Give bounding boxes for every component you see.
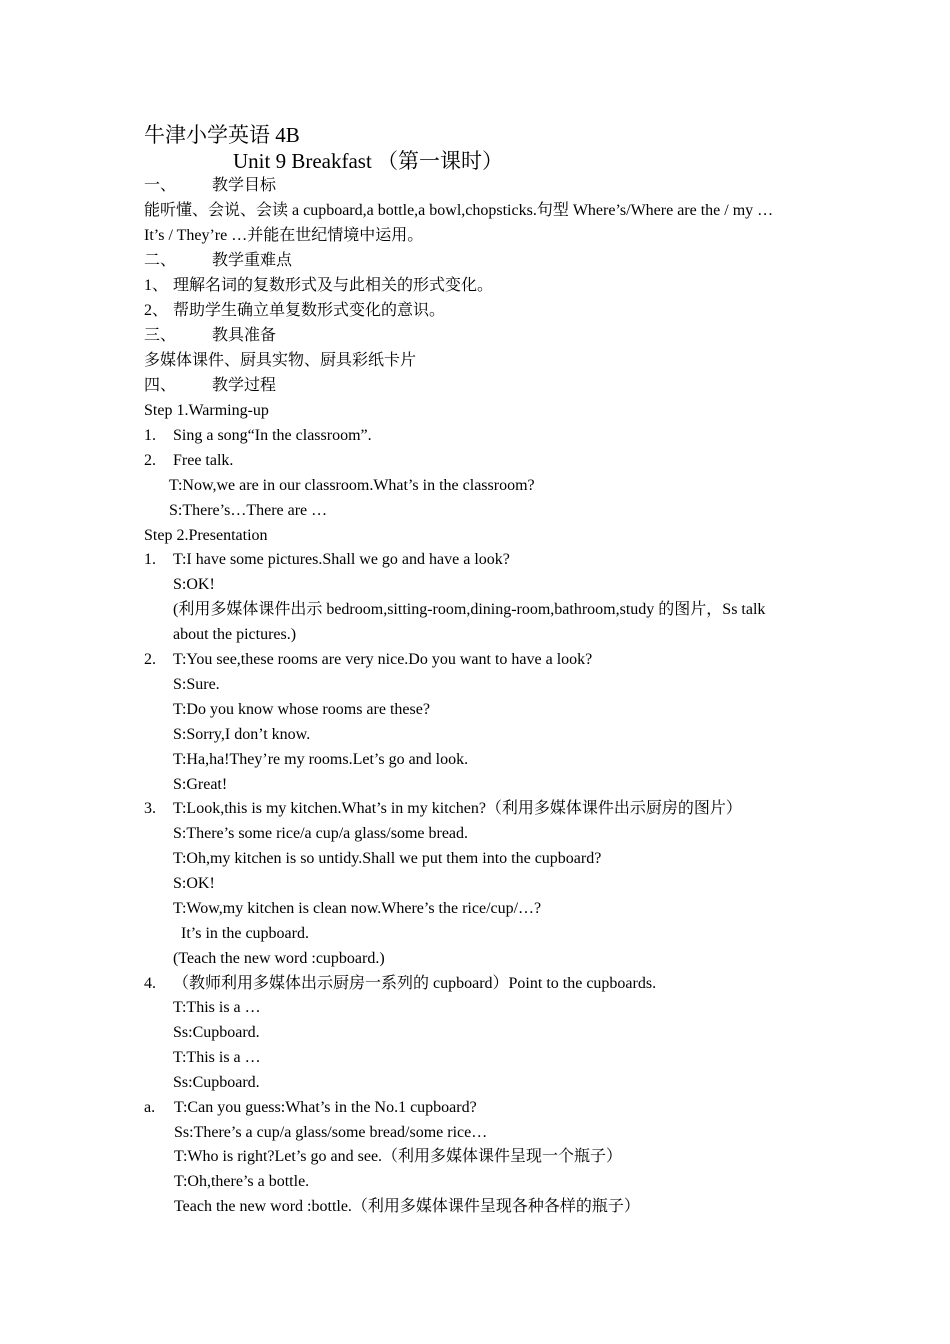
list-text: T:Look,this is my kitchen.What’s in my kitchen?（利用多媒体课件出示厨房的图片） (173, 800, 742, 817)
section-heading-materials (144, 325, 276, 347)
list-number: 2. (144, 452, 156, 469)
goal-text: 能听懂、会说、会读 a cupboard,a bottle,a bowl,chopsticks.句型 Where’s/Where are the / my … (144, 202, 774, 219)
section-heading-goals (144, 175, 276, 197)
dialogue-line: T:This is a … (173, 999, 261, 1016)
dialogue-line: S:Great! (173, 776, 228, 793)
list-item (144, 450, 233, 472)
dialogue-line: T:Do you know whose rooms are these? (173, 701, 430, 718)
dialogue-line: S:OK! (173, 576, 215, 593)
section-heading-key-points (144, 250, 292, 272)
materials-text: 多媒体课件、厨具实物、厨具彩纸卡片 (144, 352, 417, 369)
dialogue-line: Ss:Cupboard. (173, 1024, 260, 1041)
dialogue-line: Teach the new word :bottle.（利用多媒体课件呈现各种各样的瓶子） (174, 1198, 640, 1215)
dialogue-line: S:There’s some rice/a cup/a glass/some bread. (173, 825, 469, 842)
list-text: T:I have some pictures.Shall we go and have a look? (173, 551, 510, 568)
document-title: 牛津小学英语 4B (144, 123, 300, 147)
dialogue-line: T:Oh,there’s a bottle. (174, 1173, 310, 1190)
list-number: 1、 (144, 277, 169, 294)
dialogue-line: about the pictures.) (173, 626, 297, 643)
list-item (144, 1097, 477, 1119)
dialogue-line: T:This is a … (173, 1049, 261, 1066)
section-heading-process (144, 375, 276, 397)
list-text: Sing a song“In the classroom”. (173, 427, 372, 444)
list-text: T:You see,these rooms are very nice.Do you want to have a look? (173, 651, 593, 668)
list-item (144, 649, 592, 671)
dialogue-line: T:Wow,my kitchen is clean now.Where’s the rice/cup/…? (173, 900, 542, 917)
list-text: T:Can you guess:What’s in the No.1 cupboard? (174, 1099, 477, 1116)
dialogue-line: T:Now,we are in our classroom.What’s in the classroom? (169, 477, 535, 494)
list-number: 3. (144, 800, 156, 817)
goal-text: It’s / They’re …并能在世纪情境中运用。 (144, 227, 424, 244)
list-number: a. (144, 1099, 156, 1116)
section-number: 四、 (144, 377, 177, 394)
dialogue-line: S:Sure. (173, 676, 220, 693)
dialogue-line: S:OK! (173, 875, 215, 892)
dialogue-line: (Teach the new word :cupboard.) (173, 950, 385, 967)
list-text: （教师利用多媒体出示厨房一系列的 cupboard）Point to the cupboards. (173, 975, 657, 992)
section-number: 二、 (144, 252, 177, 269)
list-number: 1. (144, 551, 156, 568)
dialogue-line: S:There’s…There are … (169, 502, 328, 519)
list-number: 1. (144, 427, 156, 444)
list-item (144, 275, 493, 297)
section-title: 教学过程 (212, 377, 277, 394)
list-item (144, 798, 742, 820)
section-number: 三、 (144, 327, 177, 344)
dialogue-line: Ss:There’s a cup/a glass/some bread/some rice… (174, 1124, 488, 1141)
dialogue-line: T:Oh,my kitchen is so untidy.Shall we put them into the cupboard? (173, 850, 602, 867)
list-number: 2、 (144, 302, 169, 319)
list-text: 帮助学生确立单复数形式变化的意识。 (173, 302, 446, 319)
section-title: 教学目标 (212, 177, 277, 194)
section-title: 教具准备 (212, 327, 277, 344)
dialogue-line: S:Sorry,I don’t know. (173, 726, 311, 743)
step-heading: Step 1.Warming-up (144, 402, 269, 419)
list-number: 2. (144, 651, 156, 668)
dialogue-line: It’s in the cupboard. (181, 925, 309, 942)
dialogue-line: T:Who is right?Let’s go and see.（利用多媒体课件呈现一个瓶子） (174, 1148, 623, 1165)
dialogue-line: T:Ha,ha!They’re my rooms.Let’s go and look. (173, 751, 469, 768)
list-item (144, 549, 510, 571)
list-item (144, 973, 656, 995)
list-number: 4. (144, 975, 156, 992)
dialogue-line: (利用多媒体课件出示 bedroom,sitting-room,dining-room,bathroom,study 的图片，Ss talk (173, 601, 766, 618)
dialogue-line: Ss:Cupboard. (173, 1074, 260, 1091)
section-title: 教学重难点 (212, 252, 293, 269)
list-text: Free talk. (173, 452, 234, 469)
document-subtitle: Unit 9 Breakfast （第一课时） (233, 149, 504, 173)
section-number: 一、 (144, 177, 177, 194)
list-item (144, 425, 372, 447)
list-text: 理解名词的复数形式及与此相关的形式变化。 (173, 277, 494, 294)
list-item (144, 300, 445, 322)
step-heading: Step 2.Presentation (144, 527, 268, 544)
